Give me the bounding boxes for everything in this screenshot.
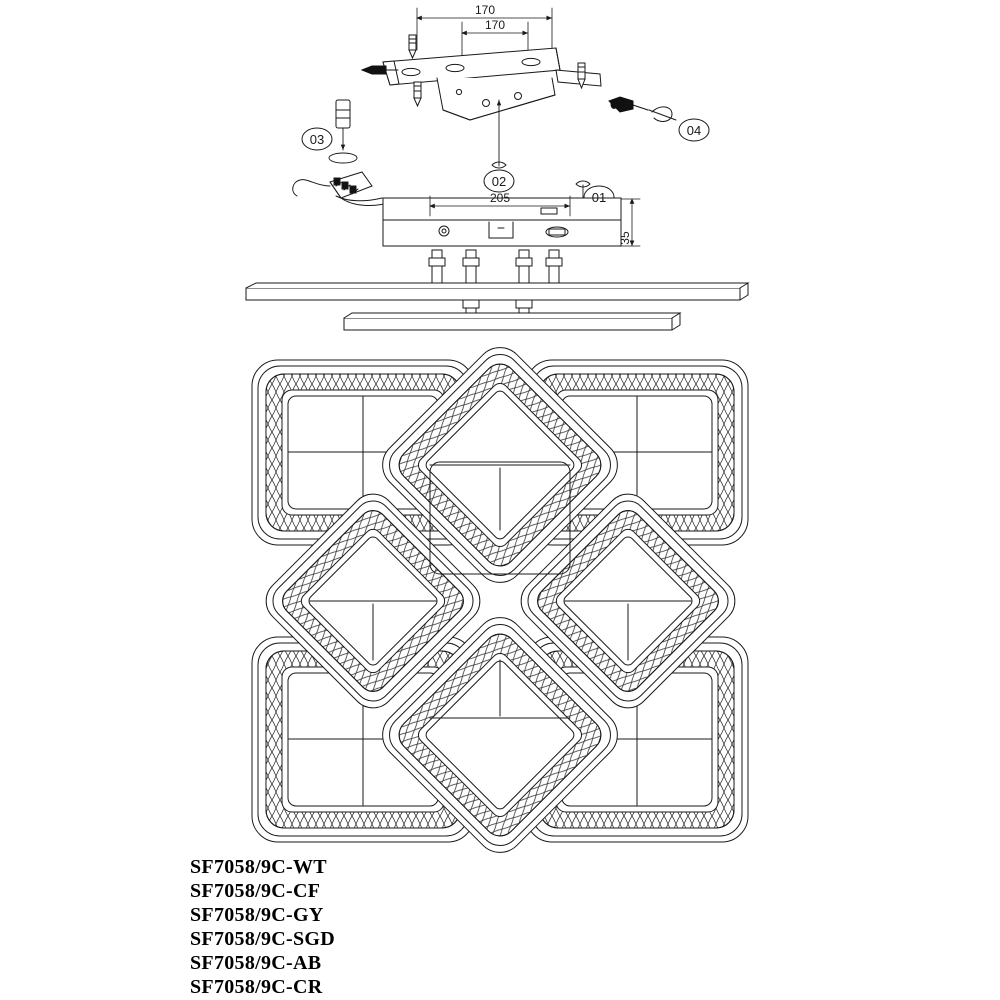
callout-label-02: 02 xyxy=(491,174,507,189)
callout-label-01: 01 xyxy=(591,190,607,205)
dimension-label-170-outer: 170 xyxy=(474,3,496,17)
pendant-part xyxy=(336,100,350,128)
model-code-item: SF7058/9C-SGD xyxy=(190,928,336,950)
model-code-item: SF7058/9C-CF xyxy=(190,880,321,902)
panel-side-view-upper xyxy=(246,283,748,300)
screw-top-left xyxy=(409,35,416,58)
callout-label-03: 03 xyxy=(309,132,325,147)
model-code-list xyxy=(190,855,610,999)
base-plate xyxy=(383,198,621,246)
screw-top-mid xyxy=(414,82,421,106)
panel-side-view-lower xyxy=(344,313,680,330)
callout-label-04: 04 xyxy=(686,123,702,138)
dimension-label-35: 35 xyxy=(618,231,632,245)
model-code-item: SF7058/9C-AB xyxy=(190,952,322,974)
model-code-item: SF7058/9C-GY xyxy=(190,904,324,926)
dimension-label-170-inner: 170 xyxy=(484,18,506,32)
dimension-label-205: 205 xyxy=(489,191,511,205)
wall-anchor-right xyxy=(609,97,676,121)
model-code-item: SF7058/9C-WT xyxy=(190,856,327,878)
model-code-item: SF7058/9C-CR xyxy=(190,976,323,998)
